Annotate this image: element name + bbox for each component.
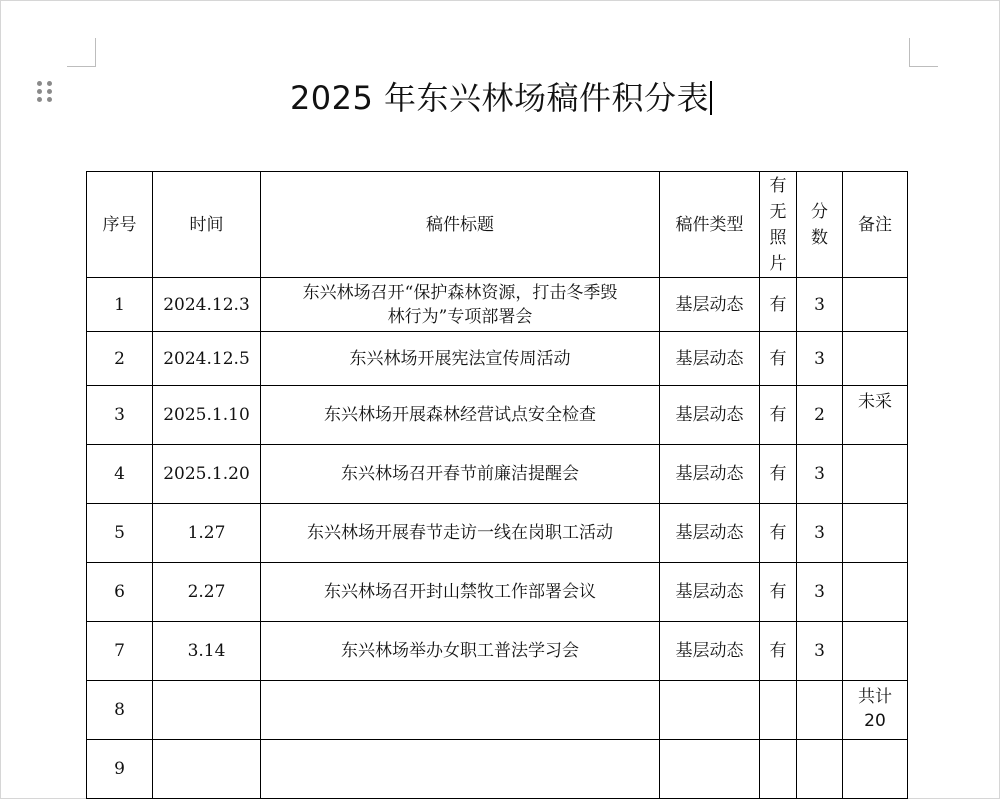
cell-photo[interactable] xyxy=(760,681,797,740)
cell-score[interactable]: 2 xyxy=(797,386,843,445)
cell-time[interactable]: 2024.12.5 xyxy=(153,332,261,386)
cell-type[interactable]: 基层动态 xyxy=(660,278,760,332)
title-text: 2025 年东兴林场稿件积分表 xyxy=(289,79,710,117)
table-row xyxy=(87,386,908,445)
cell-seq[interactable]: 3 xyxy=(87,386,153,445)
table-row xyxy=(87,278,908,332)
page-margin-corner-top-left xyxy=(67,38,96,67)
cell-headline[interactable] xyxy=(261,622,660,681)
cell-seq[interactable]: 4 xyxy=(87,445,153,504)
table-header-row xyxy=(87,172,908,278)
table-row xyxy=(87,740,908,799)
cell-seq[interactable]: 1 xyxy=(87,278,153,332)
score-table xyxy=(86,171,908,799)
table-row xyxy=(87,681,908,740)
cell-time[interactable]: 3.14 xyxy=(153,622,261,681)
cell-note[interactable] xyxy=(843,740,908,799)
headline-line: 林行为”专项部署会 xyxy=(387,306,533,327)
cell-time[interactable]: 1.27 xyxy=(153,504,261,563)
cell-time[interactable]: 2025.1.10 xyxy=(153,386,261,445)
header-seq: 序号 xyxy=(87,172,153,278)
cell-score[interactable]: 3 xyxy=(797,622,843,681)
headline-line: 东兴林场召开封山禁牧工作部署会议 xyxy=(324,582,596,602)
cell-headline[interactable] xyxy=(261,386,660,445)
document-title[interactable] xyxy=(1,73,1000,119)
cell-note[interactable] xyxy=(843,445,908,504)
cell-headline[interactable] xyxy=(261,740,660,799)
headline-line: 东兴林场开展宪法宣传周活动 xyxy=(349,348,571,369)
total-value: 20 xyxy=(864,711,886,731)
table-row xyxy=(87,504,908,563)
cell-headline[interactable] xyxy=(261,504,660,563)
headline-line: 东兴林场开展森林经营试点安全检查 xyxy=(324,405,596,425)
cell-photo[interactable] xyxy=(760,740,797,799)
cell-note[interactable]: 未采 xyxy=(843,386,908,445)
cell-seq[interactable]: 5 xyxy=(87,504,153,563)
cell-score[interactable]: 3 xyxy=(797,278,843,332)
header-score: 分 数 xyxy=(797,172,843,278)
cell-headline[interactable] xyxy=(261,445,660,504)
table-row xyxy=(87,563,908,622)
cell-type[interactable] xyxy=(660,740,760,799)
cell-headline[interactable] xyxy=(261,563,660,622)
cell-photo[interactable]: 有 xyxy=(760,504,797,563)
header-time: 时间 xyxy=(153,172,261,278)
cell-time[interactable]: 2024.12.3 xyxy=(153,278,261,332)
table-row xyxy=(87,622,908,681)
page-margin-corner-top-right xyxy=(909,38,938,67)
cell-type[interactable]: 基层动态 xyxy=(660,386,760,445)
header-headline: 稿件标题 xyxy=(261,172,660,278)
cell-type[interactable] xyxy=(660,681,760,740)
cell-seq[interactable]: 9 xyxy=(87,740,153,799)
cell-type[interactable]: 基层动态 xyxy=(660,504,760,563)
cell-type[interactable]: 基层动态 xyxy=(660,445,760,504)
cell-score[interactable]: 3 xyxy=(797,332,843,386)
cell-headline[interactable] xyxy=(261,278,660,332)
cell-note[interactable] xyxy=(843,332,908,386)
headline-line: 东兴林场举办女职工普法学习会 xyxy=(341,641,579,661)
cell-photo[interactable]: 有 xyxy=(760,563,797,622)
table-row xyxy=(87,445,908,504)
cell-score[interactable]: 3 xyxy=(797,563,843,622)
cell-time[interactable]: 2025.1.20 xyxy=(153,445,261,504)
total-label: 共计 xyxy=(858,687,892,707)
cell-type[interactable]: 基层动态 xyxy=(660,622,760,681)
header-note: 备注 xyxy=(843,172,908,278)
cell-note[interactable] xyxy=(843,622,908,681)
cell-note-total[interactable] xyxy=(843,681,908,740)
cell-note[interactable] xyxy=(843,563,908,622)
cell-photo[interactable]: 有 xyxy=(760,445,797,504)
cell-seq[interactable]: 2 xyxy=(87,332,153,386)
cell-score[interactable] xyxy=(797,681,843,740)
cell-seq[interactable]: 8 xyxy=(87,681,153,740)
table-row xyxy=(87,332,908,386)
cell-headline[interactable] xyxy=(261,681,660,740)
cell-type[interactable]: 基层动态 xyxy=(660,332,760,386)
headline-line: 东兴林场开展春节走访一线在岗职工活动 xyxy=(307,523,613,543)
cell-time[interactable] xyxy=(153,681,261,740)
headline-line: 东兴林场召开“保护森林资源，打击冬季毁 xyxy=(302,282,618,303)
cell-time[interactable]: 2.27 xyxy=(153,563,261,622)
cell-time[interactable] xyxy=(153,740,261,799)
cell-photo[interactable]: 有 xyxy=(760,332,797,386)
cell-note[interactable] xyxy=(843,278,908,332)
header-type: 稿件类型 xyxy=(660,172,760,278)
cell-seq[interactable]: 7 xyxy=(87,622,153,681)
text-cursor xyxy=(710,81,712,115)
header-photo: 有 无 照 片 xyxy=(760,172,797,278)
headline-line: 东兴林场召开春节前廉洁提醒会 xyxy=(341,464,579,484)
cell-seq[interactable]: 6 xyxy=(87,563,153,622)
cell-score[interactable]: 3 xyxy=(797,445,843,504)
cell-photo[interactable]: 有 xyxy=(760,386,797,445)
cell-type[interactable]: 基层动态 xyxy=(660,563,760,622)
cell-headline[interactable] xyxy=(261,332,660,386)
cell-score[interactable]: 3 xyxy=(797,504,843,563)
cell-score[interactable] xyxy=(797,740,843,799)
cell-note[interactable] xyxy=(843,504,908,563)
cell-photo[interactable]: 有 xyxy=(760,622,797,681)
cell-photo[interactable]: 有 xyxy=(760,278,797,332)
